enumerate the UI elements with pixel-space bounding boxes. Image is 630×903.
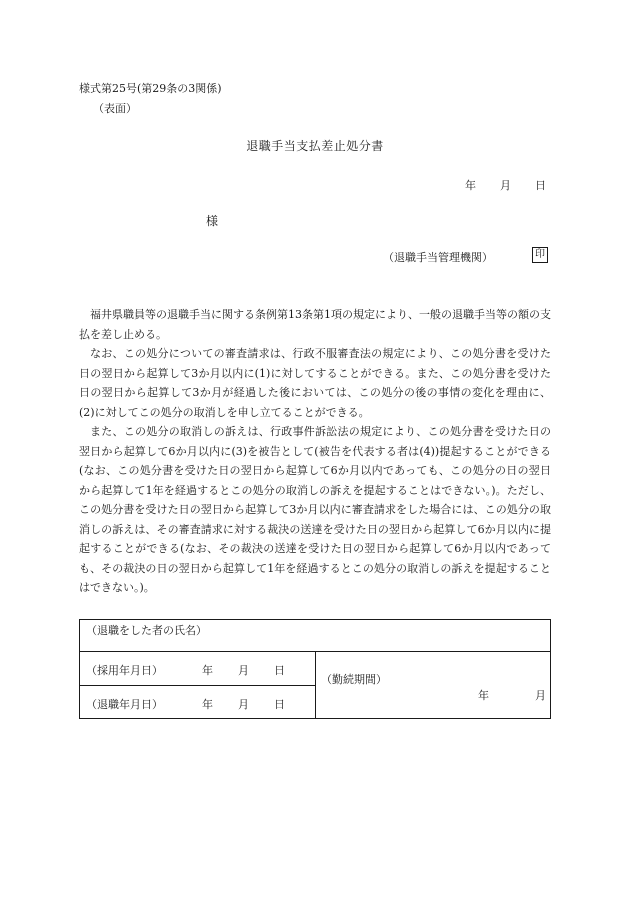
seal-box: 印 xyxy=(532,247,548,263)
date-month: 月 xyxy=(500,179,511,192)
service-month: 月 xyxy=(535,689,546,702)
name-label: （退職をした者の氏名） xyxy=(86,624,207,637)
service-year: 年 xyxy=(478,689,489,702)
issue-date xyxy=(465,177,546,193)
retire-date-label: （退職年月日） xyxy=(86,698,163,711)
service-period-label: （勤続期間） xyxy=(321,673,387,686)
retiree-info-table xyxy=(79,619,551,719)
table-divider xyxy=(315,651,316,718)
form-number: 様式第25号(第29条の3関係) xyxy=(79,82,222,95)
retire-day: 日 xyxy=(274,698,285,711)
date-day: 日 xyxy=(535,179,546,192)
side-label: （表面） xyxy=(93,102,137,115)
issuer-label: （退職手当管理機関） xyxy=(383,251,493,264)
hire-month: 月 xyxy=(238,664,249,677)
recipient-honorific: 様 xyxy=(206,214,219,228)
paragraph-2: なお、この処分についての審査請求は、行政不服審査法の規定により、この処分書を受けた日の翌日から起算して3か月以内に(1)に対してすることができる。また、この処分書を受けた日の翌日から起算して3か月が経過した後においては、この処分の後の事情の変化を理由に、(2)に対してこの処分の取消しを申し立てることができる。 xyxy=(79,347,551,419)
hire-day: 日 xyxy=(274,664,285,677)
paragraph-1: 福井県職員等の退職手当に関する条例第13条第1項の規定により、一般の退職手当等の額の支払を差し止める。 xyxy=(79,308,551,341)
date-year: 年 xyxy=(465,179,476,192)
hire-year: 年 xyxy=(202,664,213,677)
hire-date-label: （採用年月日） xyxy=(86,664,163,677)
body-text xyxy=(79,305,551,598)
document-title: 退職手当支払差止処分書 xyxy=(246,139,384,153)
retire-month: 月 xyxy=(238,698,249,711)
retire-year: 年 xyxy=(202,698,213,711)
table-divider xyxy=(80,685,315,686)
paragraph-3: また、この処分の取消しの訴えは、行政事件訴訟法の規定により、この処分書を受けた日の翌日から起算して6か月以内に(3)を被告として(被告を代表する者は(4))提起することができる(なお、この処分書を受けた日の翌日から起算して6か月以内であっても、この処分の日の翌日から起算して1年を経過するとこの処分の取消しの訴えを提起することはできない。)。ただし、この処分書を受けた日の翌日から起算して3か月以内に審査請求をした場合には、この処分の取消しの訴えは、その審査請求に対する裁決の送達を受けた日の翌日から起算して6か月以内に提起することができる(なお、その裁決の送達を受けた日の翌日から起算して6か月以内であっても、その裁決の日の翌日から起算して1年を経過するとこの処分の取消しの訴えを提起することはできない。)。 xyxy=(79,425,551,594)
